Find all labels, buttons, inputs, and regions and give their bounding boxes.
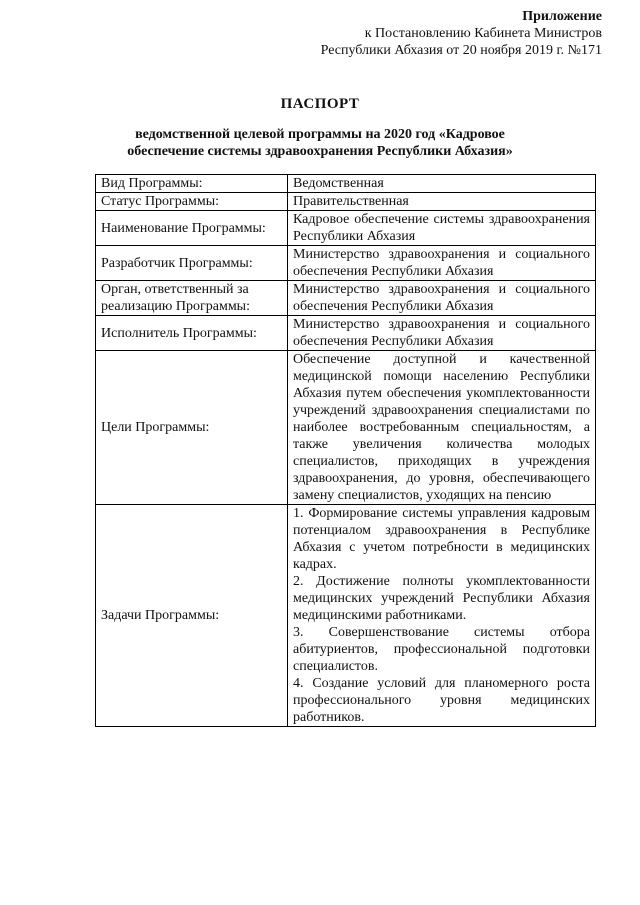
row-value: Правительственная xyxy=(288,193,596,211)
appendix-reference-line1: к Постановлению Кабинета Министров xyxy=(364,26,602,41)
task-item: 3. Совершенствование системы отбора абитуриентов, профессиональной подготовки специалистов. xyxy=(293,625,590,674)
table-row xyxy=(96,316,596,351)
table-row xyxy=(96,351,596,505)
row-value xyxy=(288,505,596,727)
task-item: 1. Формирование системы управления кадровым потенциалом здравоохранения в Республике Абхазия с учетом потребности в медицинских кадрах. xyxy=(293,506,590,572)
table-row xyxy=(96,246,596,281)
table-row xyxy=(96,505,596,727)
row-label: Вид Программы: xyxy=(96,175,288,193)
table-row xyxy=(96,211,596,246)
task-item: 2. Достижение полноты укомплектованности медицинских учреждений Республики Абхазия медицинскими работниками. xyxy=(293,574,590,623)
appendix-title: Приложение xyxy=(522,9,602,24)
document-subtitle-line1: ведомственной целевой программы на 2020 год «Кадровое xyxy=(135,127,505,142)
row-value: Ведомственная xyxy=(288,175,596,193)
task-item: 4. Создание условий для планомерного роста профессионального уровня медицинских работников. xyxy=(293,676,590,725)
table-row xyxy=(96,193,596,211)
document-subtitle-line2: обеспечение системы здравоохранения Республики Абхазия» xyxy=(127,144,513,159)
row-label: Исполнитель Программы: xyxy=(96,316,288,351)
document-subtitle xyxy=(100,126,540,160)
document-title: ПАСПОРТ xyxy=(280,96,360,112)
row-value: Обеспечение доступной и качественной медицинской помощи населению Республики Абхазия путем обеспечения укомплектованности учреждений здравоохранения специалистами по наиболее востребованным специальностям, а также увеличения количества молодых специалистов, приходящих в учреждения здравоохранения, до уровня, обеспечивающего замену специалистов, уходящих на пенсию xyxy=(288,351,596,505)
row-value: Министерство здравоохранения и социального обеспечения Республики Абхазия xyxy=(288,316,596,351)
table-row xyxy=(96,175,596,193)
passport-table xyxy=(95,174,596,727)
row-label: Разработчик Программы: xyxy=(96,246,288,281)
row-label: Задачи Программы: xyxy=(96,505,288,727)
row-label: Статус Программы: xyxy=(96,193,288,211)
row-value: Кадровое обеспечение системы здравоохранения Республики Абхазия xyxy=(288,211,596,246)
row-value: Министерство здравоохранения и социального обеспечения Республики Абхазия xyxy=(288,246,596,281)
row-label: Орган, ответственный за реализацию Программы: xyxy=(96,281,288,316)
document-header xyxy=(321,8,602,59)
row-label: Цели Программы: xyxy=(96,351,288,505)
row-label: Наименование Программы: xyxy=(96,211,288,246)
table-row xyxy=(96,281,596,316)
row-value: Министерство здравоохранения и социального обеспечения Республики Абхазия xyxy=(288,281,596,316)
appendix-reference-line2: Республики Абхазия от 20 ноября 2019 г. №171 xyxy=(320,43,602,58)
